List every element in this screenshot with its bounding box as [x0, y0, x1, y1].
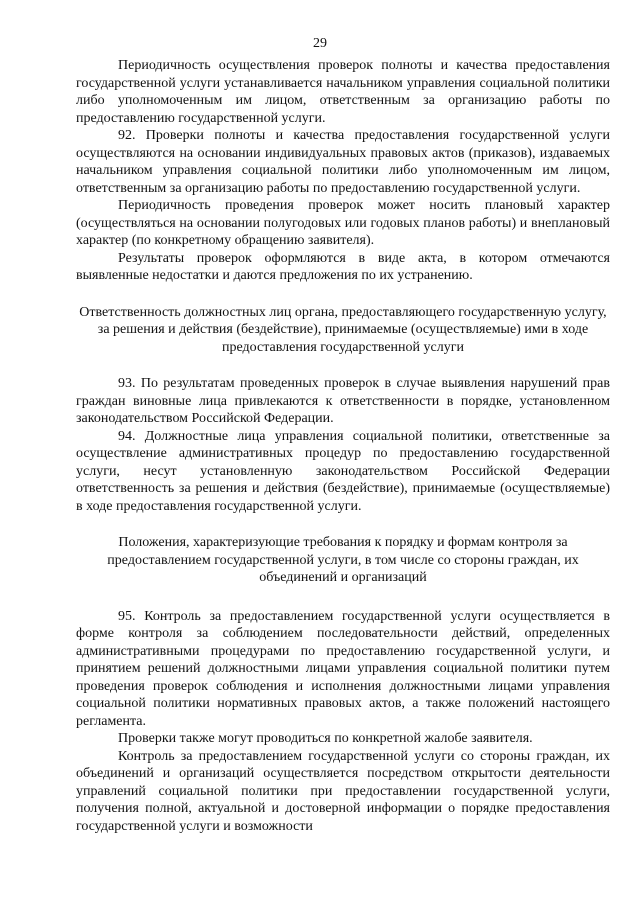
paragraph-94: 94. Должностные лица управления социальной политики, ответственные за осуществление административных процедур по предоставлению государственной услуги, несут установленную законодательством Российской Федерации ответственность за решения и действия (бездействие), принимаемые (осуществляемые) в ходе предоставления государственной услуги. [76, 428, 610, 514]
section-heading-responsibility: Ответственность должностных лиц органа, предоставляющего государственную услугу, за решения и действия (бездействие), принимаемые (осуществляемые) ими в ходе предоставления государственной услуги [79, 304, 607, 355]
paragraph-complaint-checks: Проверки также могут проводиться по конкретной жалобе заявителя. [118, 731, 533, 746]
paragraph-95: 95. Контроль за предоставлением государственной услуги осуществляется в форме контроля за соблюдением последовательности действий, определенных административными процедурами по предоставлению государственной услуги, и принятием решений должностными лицами управления социальной политики путем проведения проверок соблюдения и исполнения должностными лицами управления социальной политики нормативных правовых актов, а также положений настоящего регламента. [76, 608, 610, 729]
paragraph-93: 93. По результатам проведенных проверок в случае выявления нарушений прав граждан виновные лица привлекаются к ответственности в порядке, установленном законодательством Российской Федерации. [76, 376, 610, 426]
section-heading-control-requirements: Положения, характеризующие требования к порядку и формам контроля за предоставлением государственной услуги, в том числе со стороны граждан, их объединений и организаций [107, 535, 579, 585]
paragraph-public-control: Контроль за предоставлением государственной услуги со стороны граждан, их объединений и организаций осуществляется посредством открытости деятельности управлений социальной политики при предоставлении государственной услуги, получения полной, актуальной и достоверной информации о порядке предоставления государственной услуги и возможности [76, 748, 610, 834]
page-number: 29 [313, 36, 327, 51]
paragraph-inspection-frequency: Периодичность осуществления проверок полноты и качества предоставления государственной услуги устанавливается начальником управления социальной политики либо уполномоченным им лицом, ответственным за организацию работы по предоставлению государственной услуги. [76, 58, 610, 126]
paragraph-inspection-schedule: Периодичность проведения проверок может носить плановый характер (осуществляться на основании полугодовых или годовых планов работы) и внеплановый характер (по конкретному обращению заявителя). [76, 198, 610, 248]
paragraph-inspection-results: Результаты проверок оформляются в виде акта, в котором отмечаются выявленные недостатки и даются предложения по их устранению. [76, 250, 610, 283]
paragraph-92: 92. Проверки полноты и качества предоставления государственной услуги осуществляются на основании индивидуальных правовых актов (приказов), издаваемых начальником управления социальной политики либо уполномоченным им лицом, ответственным за организацию работы по предоставлению государственной услуги. [76, 128, 610, 196]
document-body [76, 57, 610, 835]
